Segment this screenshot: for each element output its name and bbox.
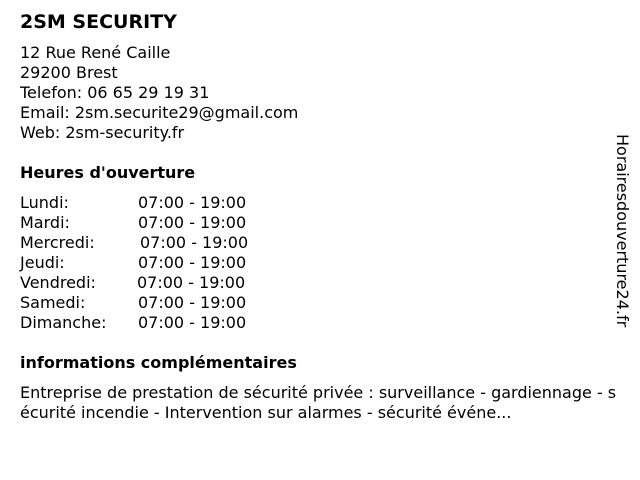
day-label: Lundi:: [20, 193, 69, 212]
email-line: Email: 2sm.securite29@gmail.com: [20, 103, 299, 122]
hours-row-monday: [20, 193, 320, 213]
time-range: 07:00 - 19:00: [138, 253, 247, 272]
day-label: Jeudi:: [20, 253, 65, 272]
time-range: 07:00 - 19:00: [137, 273, 246, 292]
hours-row-wednesday: [20, 233, 320, 253]
site-watermark: Horairesdouverture24.fr: [613, 134, 632, 328]
info-heading: informations complémentaires: [20, 353, 297, 372]
hours-table: [20, 193, 320, 333]
hours-row-tuesday: [20, 213, 320, 233]
city-postcode: 29200 Brest: [20, 63, 118, 82]
time-range: 07:00 - 19:00: [138, 313, 247, 332]
time-range: 07:00 - 19:00: [138, 193, 247, 212]
business-name: 2SM SECURITY: [20, 11, 177, 33]
time-range: 07:00 - 19:00: [138, 293, 247, 312]
street-address: 12 Rue René Caille: [20, 43, 171, 62]
day-label: Mardi:: [20, 213, 70, 232]
hours-row-friday: [20, 273, 320, 293]
hours-row-saturday: [20, 293, 320, 313]
time-range: 07:00 - 19:00: [138, 213, 247, 232]
business-description: Entreprise de prestation de sécurité privée : surveillance - gardiennage - sécurité incendie - Intervention sur alarmes - sécurité événe...: [20, 383, 617, 422]
web-line: Web: 2sm-security.fr: [20, 123, 185, 142]
day-label: Samedi:: [20, 293, 86, 312]
business-card: [20, 0, 617, 480]
phone-line: Telefon: 06 65 29 19 31: [20, 83, 210, 102]
hours-row-thursday: [20, 253, 320, 273]
contact-block: [20, 43, 298, 143]
time-range: 07:00 - 19:00: [140, 233, 249, 252]
hours-row-sunday: [20, 313, 320, 333]
hours-heading: Heures d'ouverture: [20, 163, 196, 182]
day-label: Dimanche:: [20, 313, 107, 332]
day-label: Mercredi:: [20, 233, 95, 252]
day-label: Vendredi:: [20, 273, 96, 292]
